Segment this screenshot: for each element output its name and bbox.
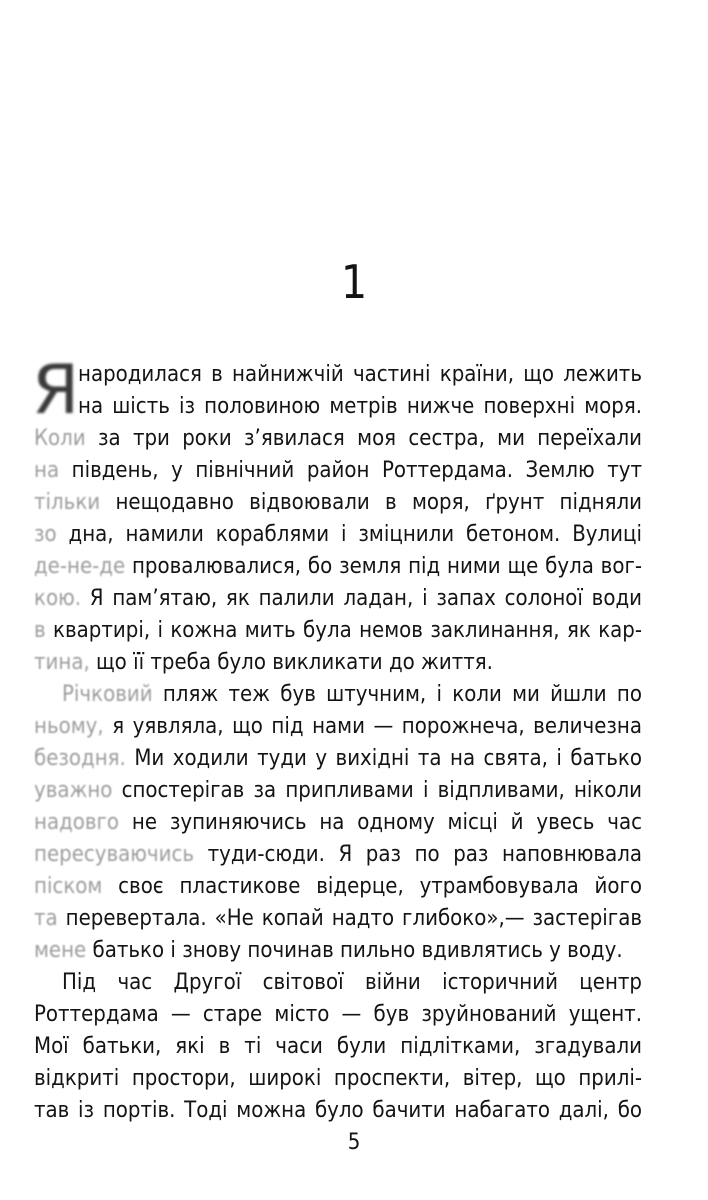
text-line: на шість із половиною метрів нижче поверхні моря. <box>78 394 642 419</box>
text-line: піском своє пластикове відерце, утрамбовувала його <box>34 874 642 899</box>
drop-cap: Я <box>32 351 80 430</box>
text-line: Під час Другої світової війни історичний центр <box>62 970 642 995</box>
text-line: Роттердама — старе місто — був зруйнований ущент. <box>34 1002 642 1027</box>
text-line: мене батько і знову починав пильно вдивлятись у воду. <box>34 938 623 963</box>
text-line: відкриті простори, широкі проспекти, вітер, що прилі- <box>34 1066 642 1091</box>
text-line: уважно спостерігав за припливами і відпливами, ніколи <box>34 778 642 803</box>
text-line: надовго не зупиняючись на одному місці й увесь час <box>34 810 642 835</box>
text-line: Річковий пляж теж був штучним, і коли ми йшли по <box>62 682 642 707</box>
text-line: народилася в найнижчій частині країни, що лежить <box>78 362 642 387</box>
text-line: в квартирі, і кожна мить була немов заклинання, як кар- <box>34 618 642 643</box>
chapter-number: 1 <box>340 255 368 309</box>
text-line: Коли за три роки з’явилася моя сестра, ми переїхали <box>34 426 642 451</box>
page-number: 5 <box>347 1130 361 1155</box>
text-line: та перевертала. «Не копай надто глибоко»,— застерігав <box>34 906 642 931</box>
text-line: тав із портів. Тоді можна було бачити набагато далі, бо <box>34 1098 642 1123</box>
text-line: тільки нещодавно відвоювали в моря, ґрунт підняли <box>34 490 642 515</box>
text-line: Мої батьки, які в ті часи були підлітками, згадували <box>34 1034 642 1059</box>
text-line: ньому, я уявляла, що під нами — порожнеча, величезна <box>34 714 642 739</box>
text-line: безодня. Ми ходили туди у вихідні та на свята, і батько <box>34 746 642 771</box>
text-line: зо дна, намили кораблями і зміцнили бетоном. Вулиці <box>34 522 642 547</box>
text-line: пересуваючись туди-сюди. Я раз по раз наповнювала <box>34 842 642 867</box>
text-line: кою. Я пам’ятаю, як палили ладан, і запах солоної води <box>34 586 642 611</box>
text-line: на південь, у північний район Роттердама. Землю тут <box>34 458 642 483</box>
text-line: тина, що її треба було викликати до життя. <box>34 650 493 675</box>
text-line: де-не-де провалювалися, бо земля під ними ще була вог- <box>34 554 642 579</box>
